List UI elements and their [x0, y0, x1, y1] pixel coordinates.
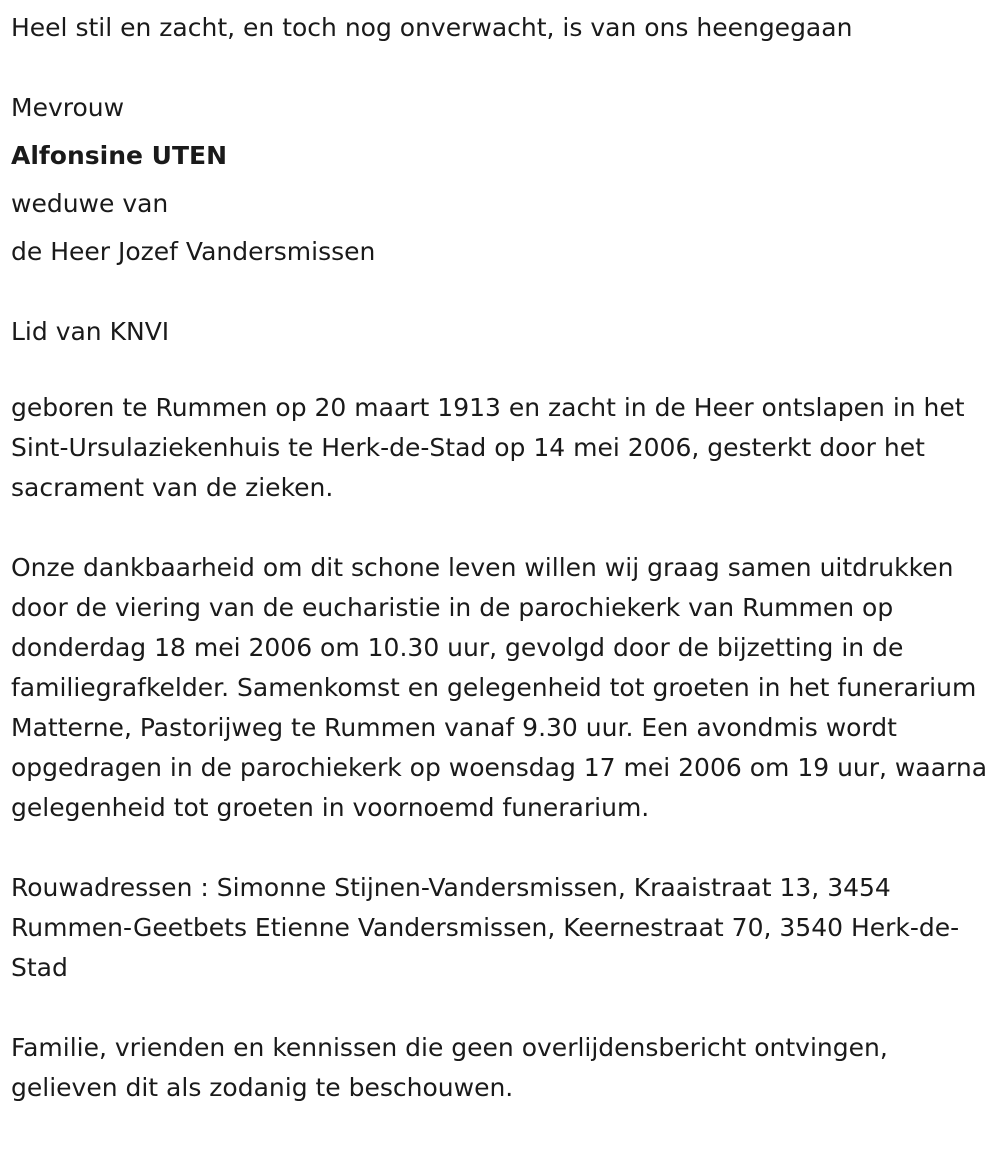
widow-of-label: weduwe van [11, 189, 169, 218]
addresses-paragraph: Rouwadressen : Simonne Stijnen-Vandersmissen, Kraaistraat 13, 3454 Rummen-Geetbets Etienne Vandersmissen, Keernestraat 70, 3540 Herk-de-Stad [11, 873, 960, 982]
salutation: Mevrouw [11, 93, 125, 122]
ceremony-paragraph: Onze dankbaarheid om dit schone leven willen wij graag samen uitdrukken door de viering van de eucharistie in de parochiekerk van Rummen op donderdag 18 mei 2006 om 10.30 uur, gevolgd door de bijzetting in de familiegrafkelder. Samenkomst en gelegenheid tot groeten in het funerarium Matterne, Pastorijweg te Rummen vanaf 9.30 uur. Een avondmis wordt opgedragen in de parochiekerk op woensdag 17 mei 2006 om 19 uur, waarna gelegenheid tot groeten in voornoemd funerarium. [11, 553, 988, 822]
closing-paragraph: Familie, vrienden en kennissen die geen overlijdensbericht ontvingen, gelieven dit als zodanig te beschouwen. [11, 1033, 888, 1102]
deceased-name: Alfonsine UTEN [11, 141, 228, 170]
membership: Lid van KNVI [11, 317, 170, 346]
intro-line: Heel stil en zacht, en toch nog onverwacht, is van ons heengegaan [11, 13, 853, 42]
birth-death-paragraph: geboren te Rummen op 20 maart 1913 en zacht in de Heer ontslapen in het Sint-Ursulaziekenhuis te Herk-de-Stad op 14 mei 2006, gesterkt door het sacrament van de zieken. [11, 393, 965, 502]
spouse-name: de Heer Jozef Vandersmissen [11, 237, 376, 266]
